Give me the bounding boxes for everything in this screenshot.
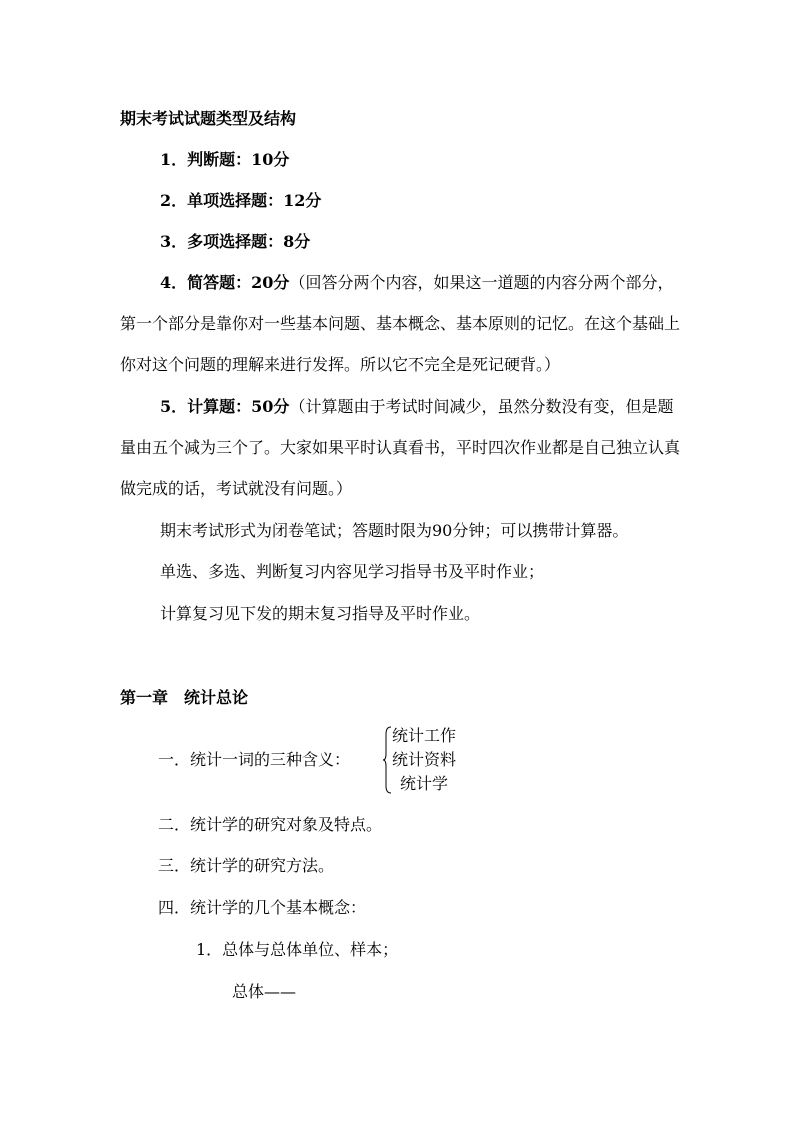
exam-item-number: 3． (160, 232, 188, 251)
subsection-1-label: 1．总体与总体单位、样本； (196, 940, 399, 959)
exam-note-2: 单选、多选、判断复习内容见学习指导书及平时作业； (160, 562, 545, 581)
exam-item-3 (160, 232, 310, 252)
definition-total: 总体—— (232, 982, 297, 1001)
exam-item-5-note-line-2: 量由五个减为三个了。大家如果平时认真看书，平时四次作业都是自己独立认真 (120, 438, 681, 457)
brace-group (158, 726, 478, 796)
section-2-label: 二．统计学的研究对象及特点。 (158, 815, 383, 834)
brace-item-1: 统计工作 (392, 726, 457, 745)
section-4-label: 四．统计学的几个基本概念： (158, 898, 367, 917)
exam-item-score: 20分 (251, 273, 290, 292)
section-3-label: 三．统计学的研究方法。 (158, 856, 335, 875)
exam-item-number: 1． (160, 150, 188, 169)
exam-item-label: 简答题： (187, 273, 252, 292)
exam-item-label: 判断题： (187, 150, 252, 169)
exam-item-score: 10分 (251, 150, 290, 169)
exam-item-4 (160, 273, 673, 293)
chapter-title: 第一章 统计总论 (120, 688, 249, 707)
exam-note-3: 计算复习见下发的期末复习指导及平时作业。 (160, 604, 481, 623)
exam-item-4-note-line-3: 你对这个问题的理解来进行发挥。所以它不完全是死记硬背。） (120, 355, 561, 374)
exam-note-1: 期末考试形式为闭卷笔试；答题时限为90分钟；可以携带计算器。 (160, 521, 629, 540)
exam-item-score: 12分 (283, 191, 322, 210)
section-1-label: 一．统计一词的三种含义： (158, 750, 351, 769)
exam-item-label: 单项选择题： (187, 191, 284, 210)
exam-item-number: 5． (160, 397, 188, 416)
exam-item-note: （计算题由于考试时间减少，虽然分数没有变，但是题 (289, 397, 674, 416)
exam-item-label: 多项选择题： (187, 232, 284, 251)
exam-item-label: 计算题： (187, 397, 252, 416)
exam-section-title: 期末考试试题类型及结构 (120, 109, 297, 128)
exam-item-number: 2． (160, 191, 188, 210)
exam-item-score: 50分 (251, 397, 290, 416)
exam-item-1 (160, 150, 289, 170)
exam-item-number: 4． (160, 273, 188, 292)
brace-item-2: 统计资料 (392, 750, 457, 769)
exam-item-5-note-line-3: 做完成的话，考试就没有问题。） (120, 479, 353, 498)
exam-item-2 (160, 191, 321, 211)
brace-item-3: 统计学 (400, 774, 449, 793)
exam-item-4-note-line-2: 第一个部分是靠你对一些基本问题、基本概念、基本原则的记忆。在这个基础上 (120, 314, 681, 333)
exam-item-5 (160, 397, 673, 417)
exam-item-note: （回答分两个内容，如果这一道题的内容分两个部分， (289, 273, 674, 292)
exam-item-score: 8分 (283, 232, 311, 251)
brace-icon (382, 726, 392, 794)
